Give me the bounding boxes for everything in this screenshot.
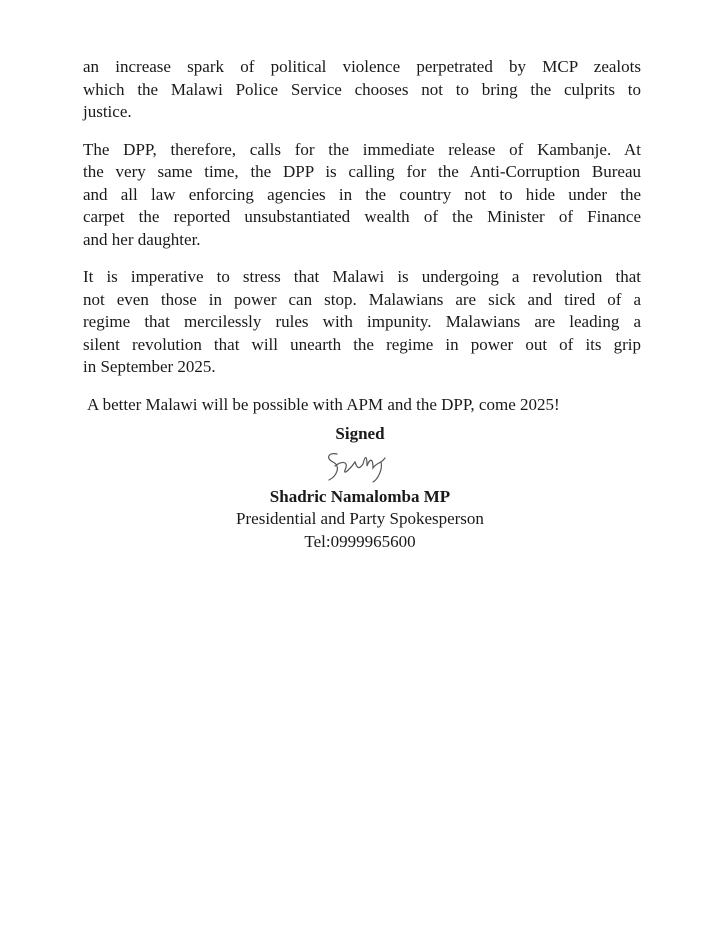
paragraph-2 [83, 139, 641, 252]
paragraph-1 [83, 56, 641, 124]
letter-body [83, 56, 641, 431]
text-line: and all law enforcing agencies in the country not to hide under the [83, 184, 641, 204]
signatory-phone: Tel:0999965600 [304, 531, 416, 551]
text-line: carpet the reported unsubstantiated wealth of the Minister of Finance [83, 207, 641, 226]
text-line: not even those in power can stop. Malawians are sick and tired of a [83, 289, 641, 309]
text-line: silent revolution that will unearth the regime in power out of its grip [83, 334, 641, 354]
text-line: regime that mercilessly rules with impunity. Malawians are leading a [83, 312, 641, 331]
text-line: the very same time, the DPP is calling for the Anti-Corruption Bureau [83, 162, 641, 181]
signatory-name: Shadric Namalomba MP [269, 486, 451, 506]
text-line: which the Malawi Police Service chooses not to bring the culprits to [83, 79, 641, 99]
signature-block [0, 423, 720, 553]
text-line: in September 2025. [83, 357, 216, 376]
text-line: It is imperative to stress that Malawi is undergoing a revolution that [83, 267, 641, 286]
text-line: and her daughter. [83, 229, 201, 249]
signatory-title: Presidential and Party Spokesperson [236, 509, 484, 528]
text-line: justice. [83, 102, 132, 121]
text-line: The DPP, therefore, calls for the immediate release of Kambanje. At [83, 139, 641, 159]
closing-statement: A better Malawi will be possible with APM and the DPP, come 2025! [87, 394, 560, 414]
signed-label: Signed [335, 424, 385, 443]
paragraph-3 [83, 266, 641, 379]
text-line: an increase spark of political violence perpetrated by MCP zealots [83, 57, 641, 76]
handwritten-signature [315, 446, 405, 486]
